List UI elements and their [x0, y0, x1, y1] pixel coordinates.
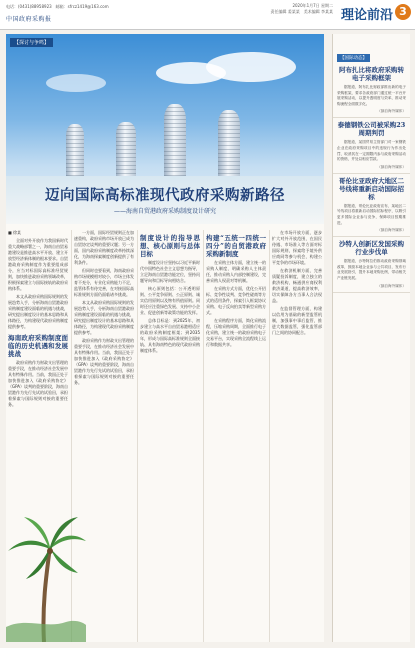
sidebar-news-item — [333, 174, 410, 237]
contact-info: 电话：(0431)88958923 邮箱：sfrcz1419@163.com — [6, 4, 109, 9]
sidebar-news-source: （摘自海外媒体） — [377, 109, 406, 114]
tower-building — [116, 122, 136, 182]
editor-credits: 责任编辑 姜某某 美术编辑 李某某 — [270, 9, 333, 14]
paragraph: 本文从政府采购国际规则的发展趋势入手，分析海南自贸港政府采购制度建设面临的机遇与挑战，研究提出制度设计的基本思路和具体路径，为构建现代政府采购制度提供参考。 — [74, 300, 134, 335]
column-divider — [203, 230, 204, 642]
news-sidebar — [332, 34, 410, 642]
paragraph: 政府采购作为财政支出管理的重要手段，在推动经济社会发展中具有特殊作用。当前，我国正处于加快推进加入《政府采购协定》（GPA）谈判的重要阶段，海南自贸港作为先行先试的试验田，承担着探索与国际规则对接的重要任务。 — [8, 360, 68, 407]
paragraph: 核心原则包括：公开透明原则、公平竞争原则、公正原则、诚实信用原则以及物有所值原则。同时还应注重绿色发展、支持中小企业、促进创新等政策功能的发挥。 — [140, 286, 200, 315]
page-number-badge: 3 — [395, 4, 411, 20]
column-divider — [137, 230, 138, 642]
sidebar-tag: 【国际动态】 — [337, 54, 370, 62]
paragraph: 政府采购作为财政支出管理的重要手段，在推动经济社会发展中具有特殊作用。当前，我国正处于加快推进加入《政府采购协定》（GPA）谈判的重要阶段，海南自贸港作为先行先试的试验田，承担着探索与国际规则对接的重要任务。 — [74, 338, 134, 385]
article-headline: 迈向国际高标准现代政府采购新路径 — [45, 187, 285, 204]
sidebar-news-body: 据报道，沙特阿拉伯推动政府采购领域改革，鼓励本地企业参与公共项目，发布行业发展指引，提升本地采购比例，带动相关产业链发展。 — [337, 259, 406, 280]
article-body — [6, 230, 324, 642]
issue-date: 2020年1月7日 星期二 — [292, 3, 333, 8]
tower-building — [66, 124, 84, 182]
palm-tree-illustration — [6, 467, 86, 642]
sidebar-news-body: 据报道，阿布扎比财政部推出新的电子采购框架，要求各政府部门通过统一平台开展采购活动，以提升透明度与效率，推动采购流程全面数字化。 — [337, 85, 406, 106]
tower-building — [218, 110, 240, 182]
paragraph: 在监督管理方面，构建以信用为基础的新型监管机制，加强事中事后监管，推进大数据监管，强化监管部门之间的协同配合。 — [272, 306, 322, 335]
paragraph: 总体目标是：到2025年，初步建立与高水平自由贸易港相适应的政府采购制度框架；到2035年，形成与国际高标准规则全面接轨、具有海南特色的现代政府采购制度体系。 — [140, 318, 200, 353]
section-heading: 制度设计的指导思想、核心原则与总体目标 — [140, 234, 200, 258]
section-heading: 海南政府采购制度面临的历史机遇和发展挑战 — [8, 334, 68, 358]
paragraph: 全面对外开放作为我国新时代重大战略部署之一，海南自由贸易港建设是推进高水平开放、建立开放型经济新体制的根本要求。自贸港政府采购制度作为重要组成部分，应当对标国际高标准经贸规则，加快推进政府采购领域改革，积极探索建立与国际接轨的政府采购体系。 — [8, 238, 68, 291]
section-title: 理论前沿 — [340, 8, 393, 23]
text-column — [272, 230, 322, 642]
sidebar-news-title: 阿布扎比将政府采购转电子采购框架 — [339, 66, 404, 82]
article-tag: 【探讨与争鸣】 — [10, 38, 53, 47]
cloud-shape — [206, 52, 296, 82]
sidebar-news-title: 哥伦比亚政府大地区二号线将重新启动国际招标 — [339, 176, 404, 201]
paragraph: 本文从政府采购国际规则的发展趋势入手，分析海南自贸港政府采购制度建设面临的机遇与挑战，研究提出制度设计的基本思路和具体路径，为构建现代政府采购制度提供参考。 — [8, 294, 68, 329]
sidebar-news-title: 沙特人创新区发国采购行业步伐单 — [339, 240, 404, 257]
newspaper-brand: 中国政府采购报 — [6, 16, 52, 23]
sidebar-news-item — [333, 63, 410, 118]
text-column — [206, 230, 266, 642]
cloud-shape — [46, 74, 106, 92]
text-column — [140, 230, 200, 642]
paragraph: 但同时也要看到，海南政府采购市场规模相对较小，市场主体发育不充分，专业化采购能力不足，监管体系有待完善，在对接国际高标准规则方面仍面临诸多挑战。 — [74, 268, 134, 297]
author-byline: ■ 徐某 — [8, 230, 22, 235]
sidebar-news-body: 据报道，某国贸易主管部门对一家钢铁企业在政府采购项目中的违规行为作出处罚，取消其在一定期限内参与政府采购活动的资格，并处以相应罚款。 — [337, 140, 406, 162]
sidebar-news-item — [333, 118, 410, 173]
column-divider — [269, 230, 270, 642]
sidebar-news-title: 泰德钢铁公司被采购23周期判罚 — [337, 121, 406, 138]
sidebar-news-source: （摘自海外媒体） — [377, 283, 406, 288]
page-header — [0, 0, 415, 30]
sidebar-news-source: （摘自海外媒体） — [377, 228, 406, 233]
paragraph: 在采购主体方面，建立统一的采购人制度，明确采购人主体责任，推动采购人内部控制建设，完善采购人权责对等机制。 — [206, 260, 266, 283]
sidebar-news-item — [333, 237, 410, 292]
paragraph: 一方面，国际经贸规则正在加速重构，政府采购市场开放已成为自贸协定谈判的重要议题；另一方面，国内政府采购制度改革持续深化，为海南探索制度创新提供了有利条件。 — [74, 230, 134, 265]
article-subhead: ——海南自贸港政府采购制度设计研究 — [113, 208, 216, 215]
paragraph: 在采购程序方面，简化采购流程，压缩采购周期，全面推行电子化采购，建立统一的政府采购电子交易平台，实现采购全流程线上运行和数据共享。 — [206, 318, 266, 347]
paragraph: 制度设计应坚持以习近平新时代中国特色社会主义思想为指导，立足海南自贸港功能定位，坚持问题导向和目标导向相结合。 — [140, 260, 200, 283]
paragraph: 在市场开放方面，逐步扩大对外开放范围，在国民待遇、市场准入等方面对标国际规则，探索给予境外供应商同等参与机会，构建公平竞争的市场环境。 — [272, 230, 322, 265]
tower-building — [164, 104, 186, 182]
section-heading: 构建“五统一四统一四分”的自贸港政府采购新制度 — [206, 234, 266, 258]
main-article — [6, 34, 324, 642]
paragraph: 在救济机制方面，完善质疑投诉制度，建立独立的救济机构，畅通供应商权利救济渠道，提高救济效率，切实保障各方当事人合法权益。 — [272, 268, 322, 303]
sidebar-news-source: （摘自海外媒体） — [377, 164, 406, 169]
paragraph: 在采购方式方面，优化公开招标、竞争性谈判、竞争性磋商等方式的适用条件，探索引入框架协议采购、电子反向拍卖等新型采购方式。 — [206, 286, 266, 315]
sidebar-news-body: 据报道，哥伦比亚政府宣布，某地区二号线项目将重新启动国际招标程序，以吸引更多国际企业参与竞争，保障项目按期推进。 — [337, 203, 406, 225]
hero-image — [6, 34, 324, 224]
